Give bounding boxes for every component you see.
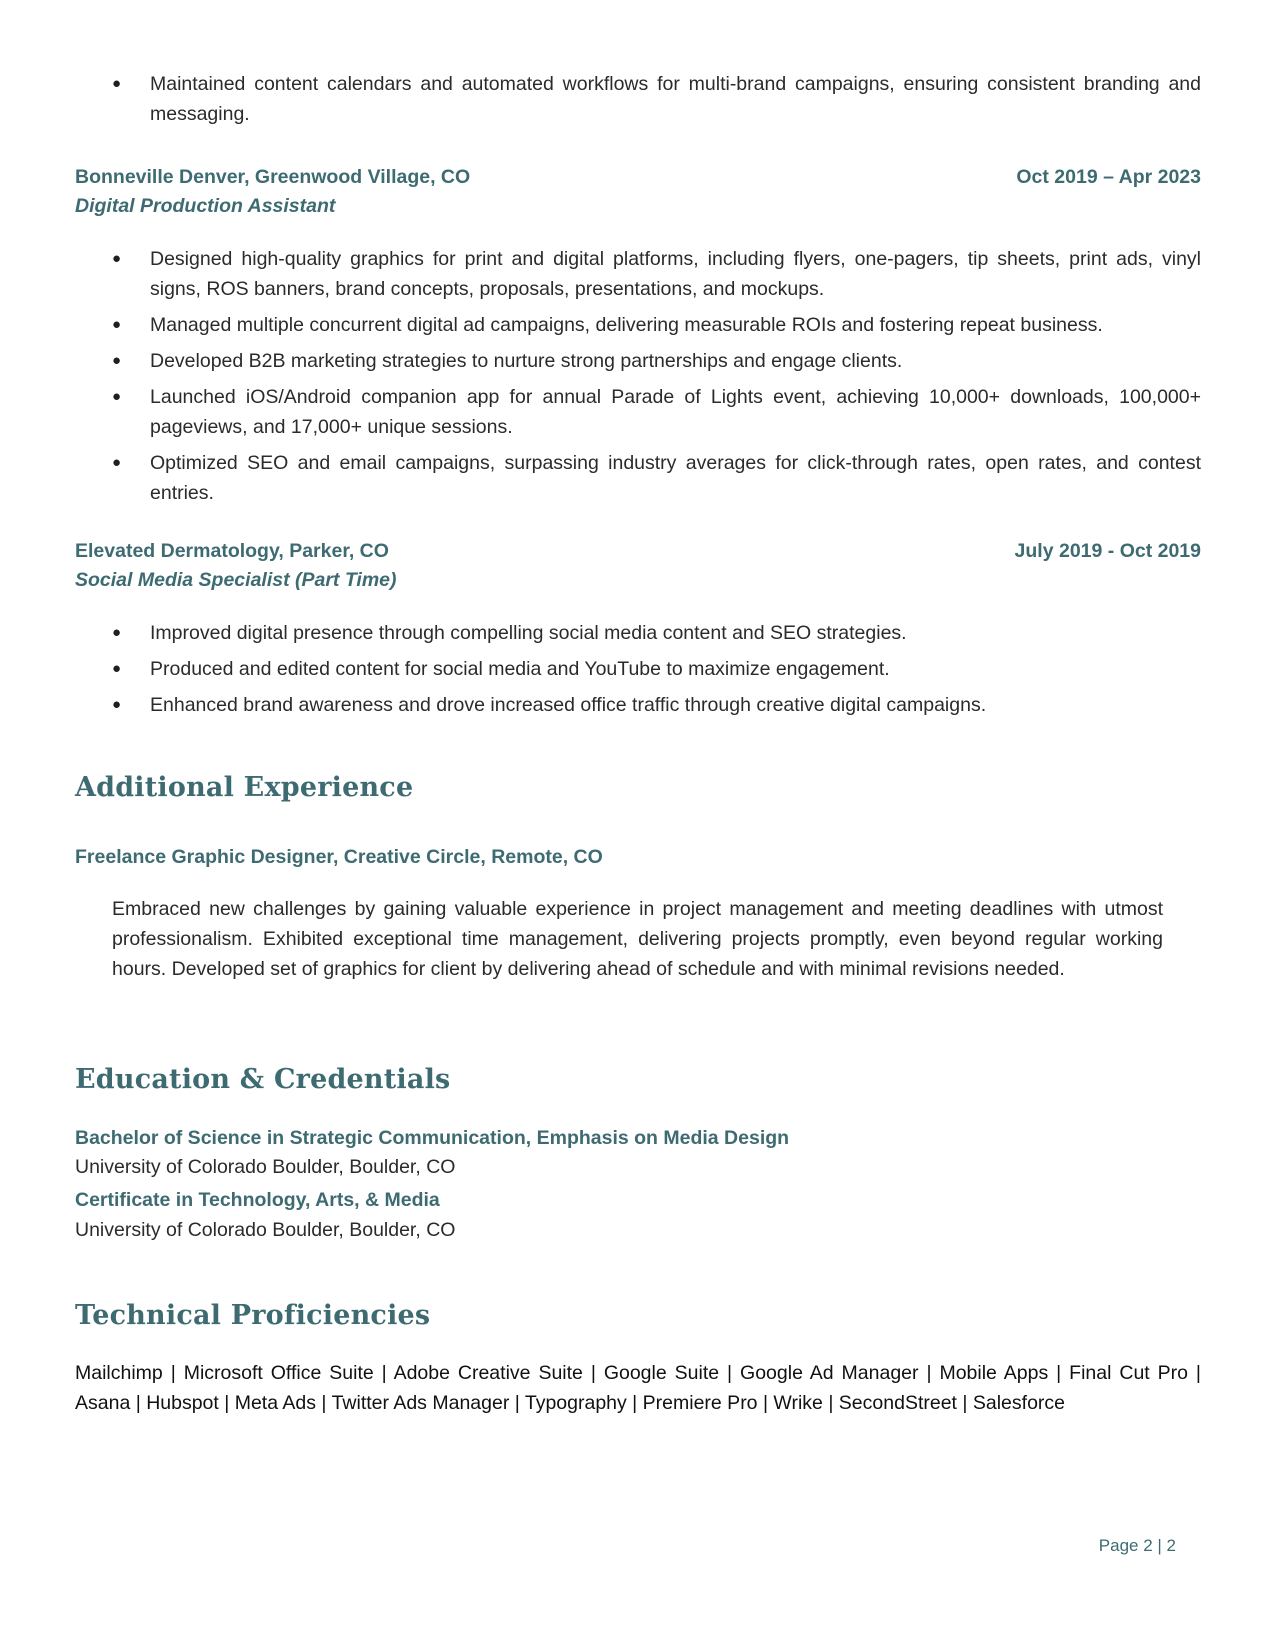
list-item: ● Developed B2B marketing strategies to nurture strong partnerships and engage clients. xyxy=(75,346,1201,376)
freelance-description: Embraced new challenges by gaining valuable experience in project management and meeting deadlines with utmost professionalism. Exhibited exceptional time management, delivering projects promptly, even beyond regular working hours. Developed set of graphics for client by delivering ahead of schedule and with minimal revisions needed. xyxy=(112,898,1163,980)
list-item: ● Improved digital presence through compelling social media content and SEO strategies. xyxy=(75,618,1201,648)
list-item: ● Designed high-quality graphics for print and digital platforms, including flyers, one-pagers, tip sheets, print ads, vinyl signs, ROS banners, brand concepts, proposals, presentations, and mockups. xyxy=(75,244,1201,304)
skills-list: Mailchimp | Microsoft Office Suite | Adobe Creative Suite | Google Suite | Google Ad Manager | Mobile Apps | Final Cut Pro | Asana | Hubspot | Meta Ads | Twitter Ads Manager | Typography | Premiere Pro | Wrike | SecondStreet | Salesforce xyxy=(75,1362,1201,1414)
bullet-icon: ● xyxy=(112,75,122,92)
bullet-icon: ● xyxy=(112,250,122,267)
bullet-icon: ● xyxy=(112,696,122,713)
job-role: Digital Production Assistant xyxy=(75,195,336,217)
degree-school: University of Colorado Boulder, Boulder, CO xyxy=(75,1219,456,1241)
job-role: Social Media Specialist (Part Time) xyxy=(75,569,397,591)
job-dates: July 2019 - Oct 2019 xyxy=(1014,540,1201,562)
continued-bullets xyxy=(75,69,1201,135)
list-item: ● Produced and edited content for social media and YouTube to maximize engagement. xyxy=(75,654,1201,684)
bullet-icon: ● xyxy=(112,624,122,641)
list-item: ● Launched iOS/Android companion app for annual Parade of Lights event, achieving 10,000+ downloads, 100,000+ pageviews, and 17,000+ unique sessions. xyxy=(75,382,1201,442)
list-item: ● Managed multiple concurrent digital ad campaigns, delivering measurable ROIs and fostering repeat business. xyxy=(75,310,1201,340)
list-item: ● Maintained content calendars and automated workflows for multi-brand campaigns, ensuring consistent branding and messaging. xyxy=(75,69,1201,129)
bullet-icon: ● xyxy=(112,660,122,677)
degree-school: University of Colorado Boulder, Boulder, CO xyxy=(75,1156,456,1178)
list-item: ● Optimized SEO and email campaigns, surpassing industry averages for click-through rates, open rates, and contest entries. xyxy=(75,448,1201,508)
section-title-education: Education & Credentials xyxy=(75,1064,451,1095)
job-organization: Elevated Dermatology, Parker, CO xyxy=(75,540,389,562)
job-bullets xyxy=(75,244,1201,514)
bullet-icon: ● xyxy=(112,352,122,369)
bullet-icon: ● xyxy=(112,316,122,333)
page-number: Page 2 | 2 xyxy=(1098,1536,1176,1555)
section-title-additional: Additional Experience xyxy=(75,772,414,803)
degree-title: Bachelor of Science in Strategic Communication, Emphasis on Media Design xyxy=(75,1127,790,1149)
section-title-technical: Technical Proficiencies xyxy=(75,1300,431,1331)
job-organization: Bonneville Denver, Greenwood Village, CO xyxy=(75,166,471,188)
list-item: ● Enhanced brand awareness and drove increased office traffic through creative digital campaigns. xyxy=(75,690,1201,720)
bullet-icon: ● xyxy=(112,388,122,405)
job-header xyxy=(75,162,1201,192)
freelance-organization: Freelance Graphic Designer, Creative Circle, Remote, CO xyxy=(75,846,603,868)
degree-title: Certificate in Technology, Arts, & Media xyxy=(75,1189,440,1211)
job-bullets xyxy=(75,618,1201,726)
bullet-icon: ● xyxy=(112,454,122,471)
job-dates: Oct 2019 – Apr 2023 xyxy=(1016,166,1201,188)
job-header xyxy=(75,536,1201,566)
